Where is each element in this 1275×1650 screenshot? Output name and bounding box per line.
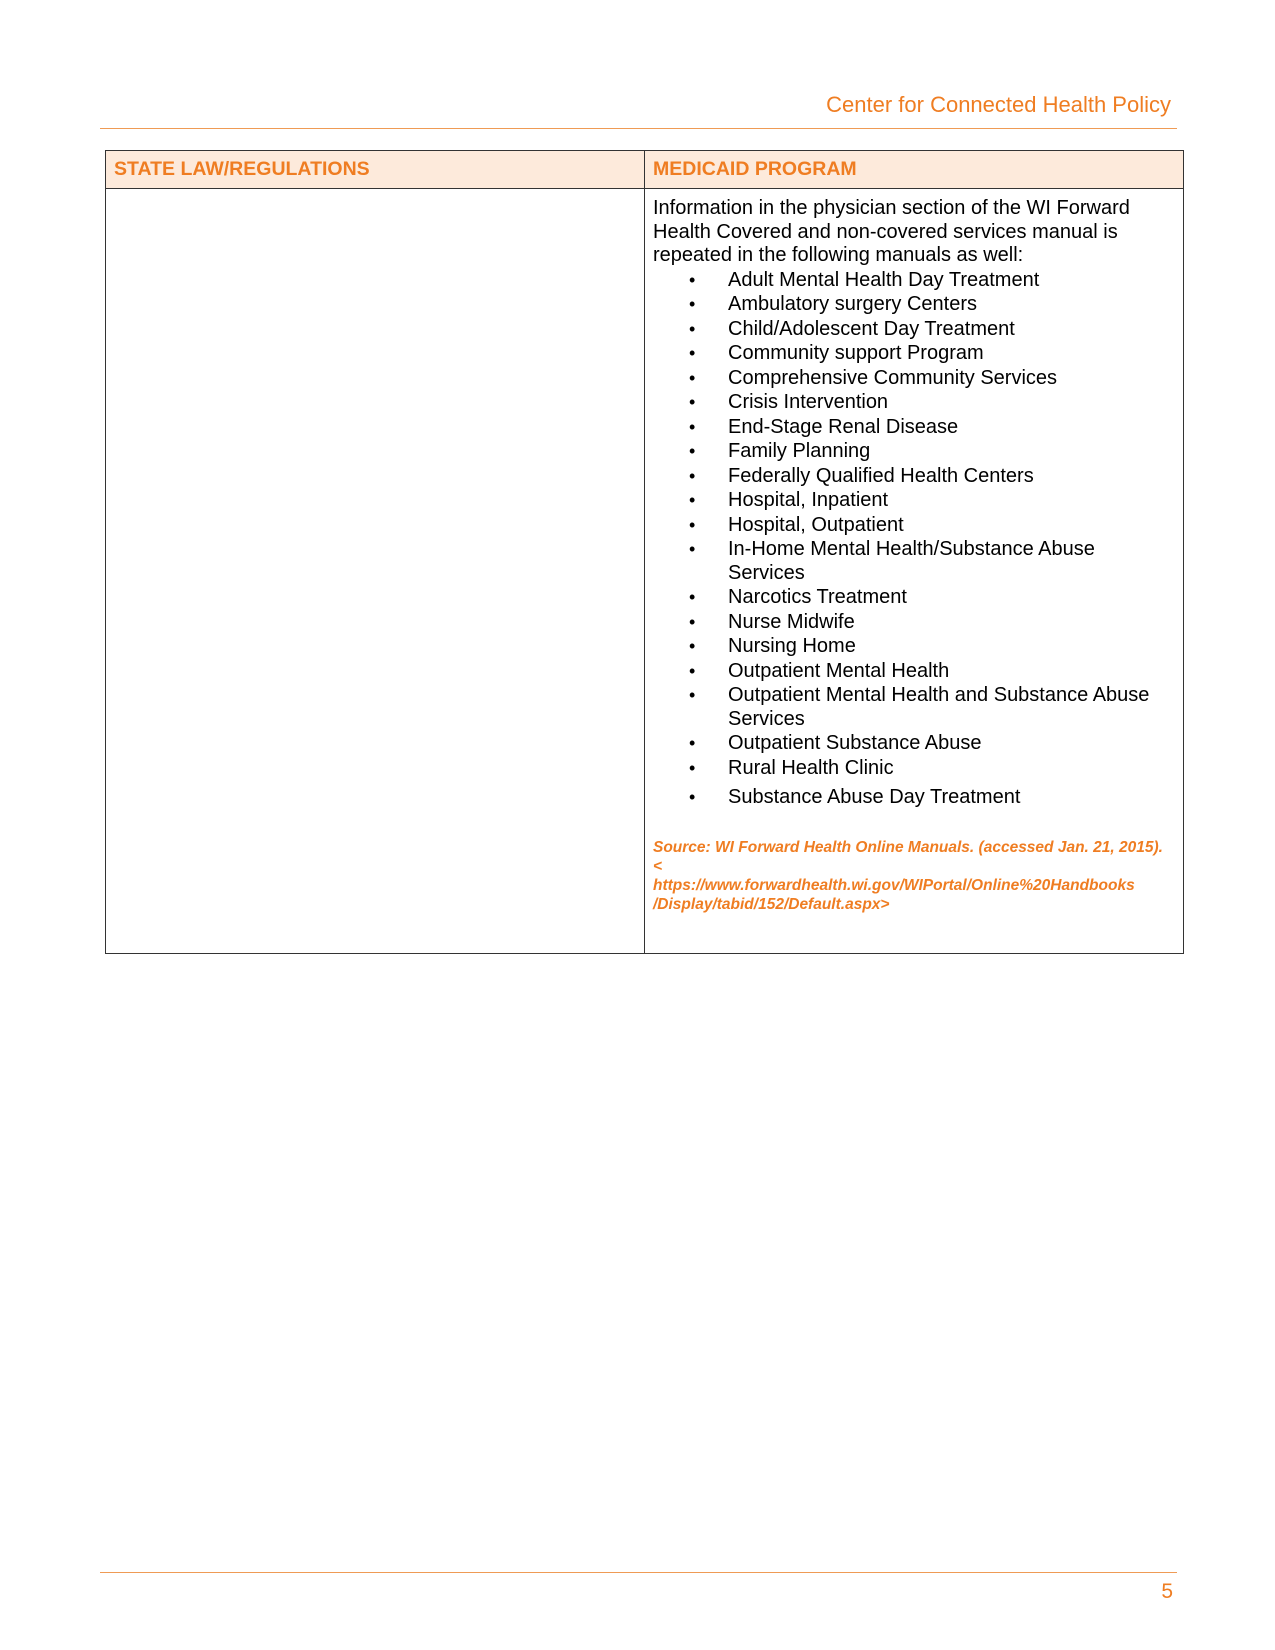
bullet-icon: • (689, 441, 696, 461)
bullet-icon: • (689, 343, 696, 363)
list-item-label: Ambulatory surgery Centers (728, 293, 977, 315)
medicaid-program-cell (645, 189, 1184, 954)
list-item-label: Adult Mental Health Day Treatment (728, 268, 1040, 291)
list-item (653, 440, 1175, 464)
manual-list (653, 269, 1175, 810)
page-header-title: Center for Connected Health Policy (826, 92, 1171, 117)
medicaid-program-header: MEDICAID PROGRAM (645, 151, 1184, 189)
header-divider (100, 128, 1177, 129)
list-item (653, 367, 1175, 391)
policy-table (105, 150, 1184, 954)
list-item-label: Outpatient Substance Abuse (728, 732, 982, 754)
list-item (653, 293, 1175, 317)
list-item-label: Comprehensive Community Services (728, 366, 1058, 389)
list-item (653, 586, 1175, 610)
list-item (653, 757, 1175, 781)
bullet-icon: • (689, 318, 696, 339)
list-item-label: Nurse Midwife (728, 610, 855, 633)
list-item (653, 416, 1175, 440)
list-item-label: Crisis Intervention (728, 391, 889, 413)
bullet-icon: • (689, 269, 696, 290)
list-item (653, 342, 1175, 366)
list-item-label: Outpatient Mental Health and Substance Abuse Services (728, 684, 1150, 730)
bullet-icon: • (689, 294, 696, 314)
bullet-icon: • (689, 733, 696, 753)
list-item-label: In-Home Mental Health/Substance Abuse Services (728, 538, 1095, 584)
list-item-label: Child/Adolescent Day Treatment (728, 317, 1015, 340)
footer-divider (100, 1572, 1177, 1573)
table-header-row (106, 151, 1184, 189)
table-row (106, 189, 1184, 954)
source-line: Source: WI Forward Health Online Manuals. (accessed Jan. 21, 2015). < (653, 838, 1163, 875)
list-item (653, 489, 1175, 513)
bullet-icon: • (689, 660, 696, 681)
list-item (653, 391, 1175, 415)
list-item-label: Narcotics Treatment (728, 586, 907, 608)
list-item-label: Federally Qualified Health Centers (728, 464, 1034, 487)
source-link-cont[interactable]: /Display/tabid/152/Default.aspx> (653, 895, 890, 913)
state-law-header: STATE LAW/REGULATIONS (106, 151, 645, 189)
bullet-icon: • (689, 392, 696, 412)
list-item-label: Outpatient Mental Health (728, 659, 950, 682)
list-item-label: Hospital, Outpatient (728, 513, 904, 536)
source-citation (653, 838, 1175, 914)
bullet-icon: • (689, 757, 696, 778)
bullet-icon: • (689, 367, 696, 388)
bullet-icon: • (689, 514, 696, 535)
list-item-label: Family Planning (728, 440, 871, 462)
bullet-icon: • (689, 465, 696, 486)
list-item (653, 465, 1175, 489)
list-item (653, 786, 1175, 810)
list-item (653, 269, 1175, 293)
intro-text: Information in the physician section of the WI Forward Health Covered and non-covered services manual is repeated in the following manuals as well: (653, 197, 1130, 266)
bullet-icon: • (689, 416, 696, 437)
source-link[interactable]: https://www.forwardhealth.wi.gov/WIPortal/Online%20Handbooks (653, 876, 1135, 894)
list-item (653, 635, 1175, 659)
list-item-label: End-Stage Renal Disease (728, 415, 959, 438)
bullet-icon: • (689, 685, 696, 705)
list-item (653, 684, 1175, 731)
list-item (653, 611, 1175, 635)
list-item (653, 732, 1175, 756)
bullet-icon: • (689, 787, 696, 807)
list-item-label: Nursing Home (728, 635, 856, 657)
bullet-icon: • (689, 611, 696, 632)
list-item-label: Rural Health Clinic (728, 756, 894, 779)
list-item-label: Substance Abuse Day Treatment (728, 786, 1021, 808)
bullet-icon: • (689, 539, 696, 559)
bullet-icon: • (689, 490, 696, 510)
list-item (653, 318, 1175, 342)
bullet-icon: • (689, 587, 696, 607)
page-number: 5 (1161, 1580, 1173, 1603)
state-law-cell (106, 189, 645, 954)
bullet-icon: • (689, 636, 696, 656)
list-item (653, 660, 1175, 684)
list-item (653, 538, 1175, 585)
list-item-label: Hospital, Inpatient (728, 489, 889, 511)
list-item-label: Community support Program (728, 342, 984, 364)
list-item (653, 514, 1175, 538)
